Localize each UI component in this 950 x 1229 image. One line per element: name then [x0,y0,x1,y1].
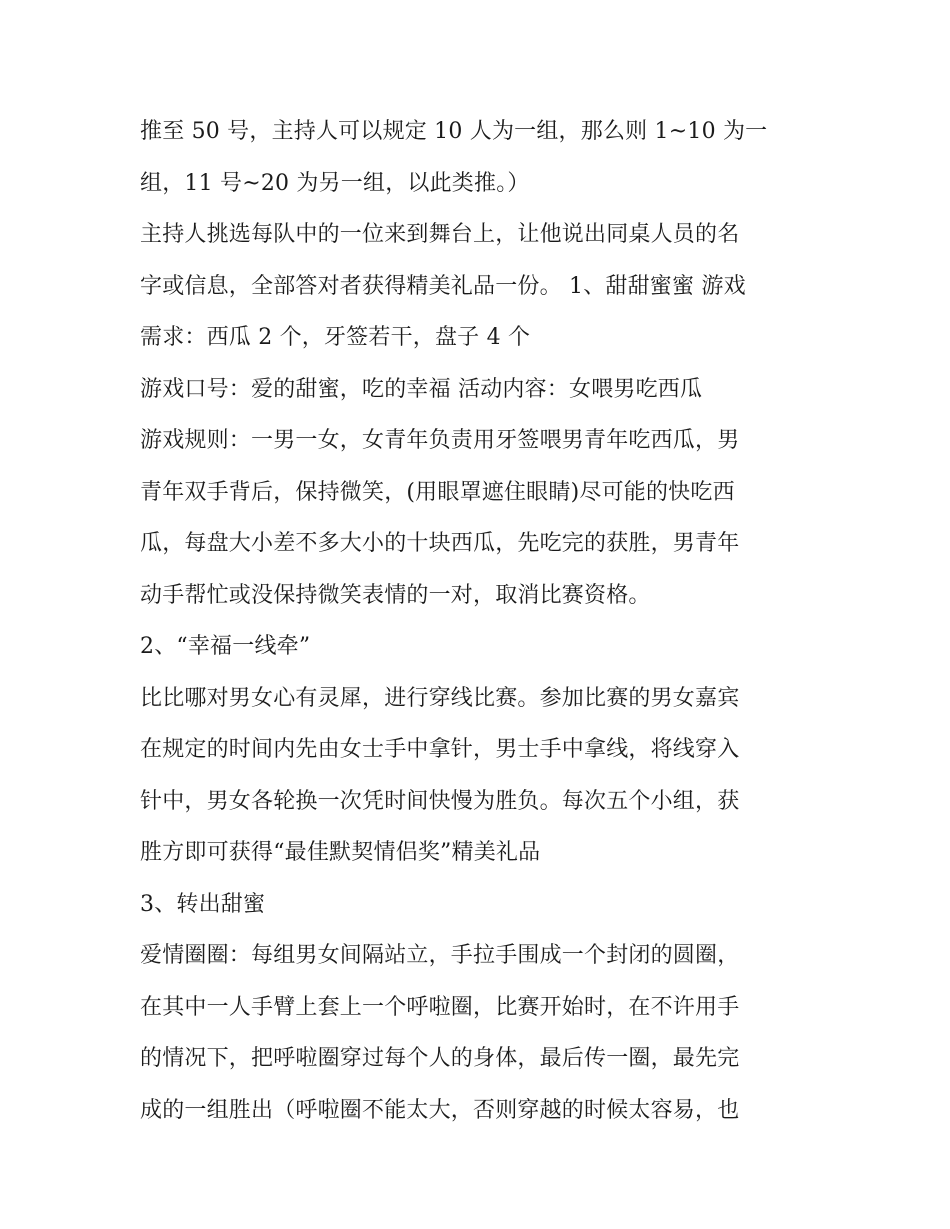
text-line: 针中，男女各轮换一次凭时间快慢为胜负。每次五个小组，获 [140,788,740,814]
text-line: 动手帮忙或没保持微笑表情的一对，取消比赛资格。 [140,582,651,608]
text-line: 成的一组胜出（呼啦圈不能太大，否则穿越的时候太容易，也 [140,1097,740,1123]
text-line: 在规定的时间内先由女士手中拿针，男士手中拿线，将线穿入 [140,737,740,762]
text-line: 胜方即可获得“最佳默契情侣奖”精美礼品 [140,840,541,865]
text-line: 组，11 号~20 为另一组，以此类推。） [140,170,530,196]
document-body [140,106,820,1136]
text-line: 需求：西瓜 2 个，牙签若干，盘子 4 个 [140,325,531,350]
text-line: 在其中一人手臂上套上一个呼啦圈，比赛开始时，在不许用手 [140,994,740,1020]
text-line: 游戏口号：爱的甜蜜，吃的幸福 活动内容：女喂男吃西瓜 [140,376,703,402]
section-heading: 3、转出甜蜜 [140,891,266,917]
text-line: 爱情圈圈：每组男女间隔站立，手拉手围成一个封闭的圆圈， [140,943,740,968]
text-line: 推至 50 号，主持人可以规定 10 人为一组，那么则 1~10 为一 [140,119,768,144]
text-line: 的情况下，把呼啦圈穿过每个人的身体，最后传一圈，最先完 [140,1046,740,1071]
text-line: 瓜，每盘大小差不多大小的十块西瓜，先吃完的获胜，男青年 [140,531,740,556]
section-heading: 2、“幸福一线牵” [140,634,311,659]
text-line: 青年双手背后，保持微笑，(用眼罩遮住眼睛)尽可能的快吃西 [140,479,735,505]
text-line: 游戏规则：一男一女，女青年负责用牙签喂男青年吃西瓜，男 [140,428,740,453]
text-line: 字或信息，全部答对者获得精美礼品一份。 1、甜甜蜜蜜 游戏 [140,273,746,299]
text-line: 主持人挑选每队中的一位来到舞台上，让他说出同桌人员的名 [140,222,740,247]
text-line: 比比哪对男女心有灵犀，进行穿线比赛。参加比赛的男女嘉宾 [140,685,740,711]
